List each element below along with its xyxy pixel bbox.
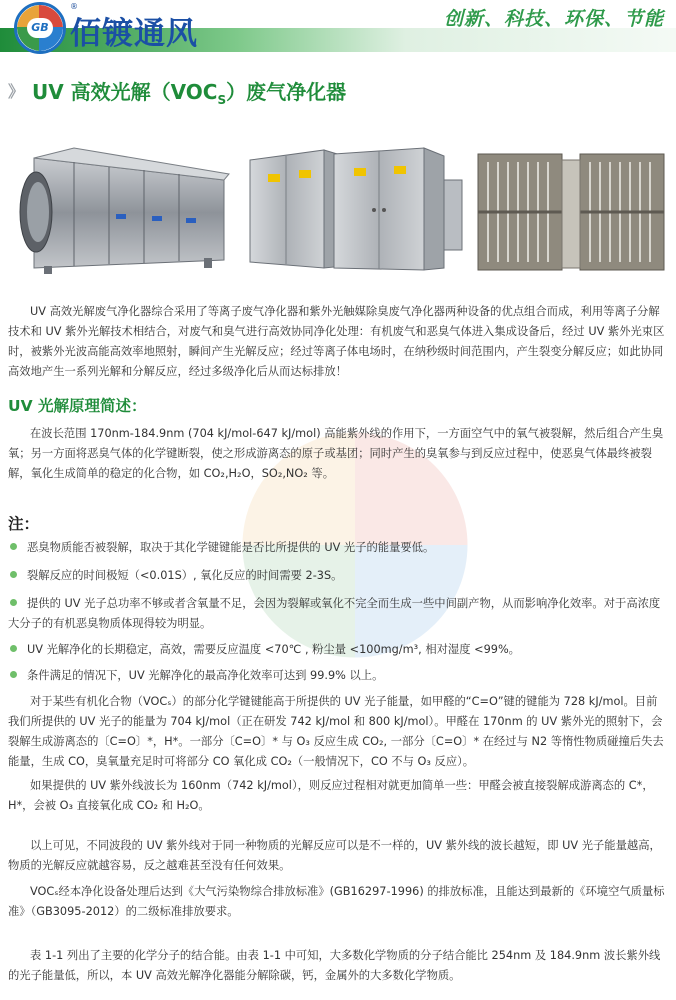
- product-photos: [0, 140, 676, 280]
- formaldehyde-paragraph: 对于某些有机化合物（VOCₛ）的部分化学键键能高于所提供的 UV 光子能量，如甲醛的“C=O”键的键能为 728 kJ/mol。目前我们所提供的 UV 光子的能量为 704 kJ/mol（正在研发 742 kJ/mol 和 800 kJ/mol）。甲醛在 170nm 的 UV 紫外光的照射下，会裂解生成游离态的〔C=O〕*，H*。一部分〔C=O〕* 与 O₃ 反应生成 CO₂, 一部分〔C=O〕* 在经过与 N2 等惰性物质碰撞后失去能量，生成 CO，臭氧量充足时可将部分 CO 氧化成 CO₂（一般情况下，CO 不与 O₃ 反应）。: [8, 695, 664, 768]
- header-slogan: 创新、科技、环保、节能: [443, 8, 664, 30]
- wavelength-paragraph: 如果提供的 UV 紫外线波长为 160nm（742 kJ/mol），则反应过程相对就更加简单一些：甲醛会被直接裂解成游离态的 C*，H*，会被 O₃ 直接氧化成 CO₂ 和 H₂O。: [8, 779, 654, 812]
- note-item: 裂解反应的时间极短（<0.01S）, 氧化反应的时间需要 2-3S。: [8, 566, 668, 586]
- title-arrows-icon: 》: [8, 82, 25, 101]
- brand-name: 佰镀通风: [70, 16, 198, 52]
- bullet-dot-icon: [10, 671, 17, 678]
- brand-logo: [14, 2, 66, 54]
- product-photo-cabinet-units: [244, 140, 466, 280]
- product-photo-duct-unit: [14, 140, 236, 280]
- note-item: 条件满足的情况下，UV 光解净化的最高净化效率可达到 99.9% 以上。: [8, 666, 668, 686]
- registered-mark: ®: [70, 2, 78, 11]
- standard-paragraph: VOCₛ经本净化设备处理后达到《大气污染物综合排放标准》(GB16297-1996) 的排放标准，且能达到最新的《环境空气质量标准》（GB3095-2012）的二级标准排放要求。: [8, 885, 665, 918]
- principle-heading: UV 光解原理简述：: [8, 397, 147, 415]
- conclusion-paragraph: 以上可见，不同波段的 UV 紫外线对于同一种物质的光解反应可以是不一样的，UV 紫外线的波长越短，即 UV 光子能量越高，物质的光解反应就越容易，反之越难甚至没有任何效果。: [8, 839, 661, 872]
- page-title-row: [8, 76, 668, 106]
- note-item: 恶臭物质能否被裂解，取决于其化学键键能是否比所提供的 UV 光子的能量要低。: [8, 538, 668, 558]
- product-photo-open-cabinets: [476, 140, 666, 280]
- logo-text: GB: [27, 18, 53, 38]
- bullet-dot-icon: [10, 599, 17, 606]
- page-title: UV 高效光解$(VOC_S)$废气净化器: [32, 80, 347, 107]
- bullet-dot-icon: [10, 645, 17, 652]
- bullet-dot-icon: [10, 543, 17, 550]
- note-item: 提供的 UV 光子总功率不够或者含氧量不足，会因为裂解或氧化不完全而生成一些中间副产物，从而影响净化效率。对于高浓度大分子的有机恶臭物质体现得较为明显。: [8, 597, 661, 630]
- notes-heading: 注：: [8, 515, 40, 533]
- bullet-dot-icon: [10, 571, 17, 578]
- note-item: UV 光解净化的长期稳定，高效，需要反应温度 <70℃ , 粉尘量 <100mg/m³, 相对湿度 <99%。: [8, 640, 668, 660]
- page-header: [0, 0, 676, 58]
- intro-paragraph: UV 高效光解废气净化器综合采用了等离子废气净化器和紫外光触媒除臭废气净化器两种设备的优点组合而成，利用等离子分解技术和 UV 紫外光解技术相结合，对废气和臭气进行高效协同净化处理：有机废气和恶臭气体进入集成设备后，经过 UV 紫外光束区时，被紫外光波高能高效率地照射，瞬间产生光解反应；经过等离子体电场时，在纳秒级时间范围内，产生裂变分解反应；如此协同高效地产生一系列光解和分解反应，经过多级净化后从而达标排放！: [8, 305, 665, 378]
- principle-paragraph: 在波长范围 170nm-184.9nm (704 kJ/mol-647 kJ/mol) 高能紫外线的作用下，一方面空气中的氧气被裂解，然后组合产生臭氧；另一方面将恶臭气体的化学键断裂，使之形成游离态的原子或基团；同时产生的臭氧参与到反应过程中，使恶臭气体最终被裂解，氧化生成简单的稳定的化合物，如 CO₂,H₂O，SO₂,NO₂ 等。: [8, 427, 664, 480]
- table-intro-paragraph: 表 1-1 列出了主要的化学分子的结合能。由表 1-1 中可知，大多数化学物质的分子结合能比 254nm 及 184.9nm 波长紫外线的光子能量低，所以，本 UV 高效光解净化器能分解除碳，钙，金属外的大多数化学物质。: [8, 949, 661, 982]
